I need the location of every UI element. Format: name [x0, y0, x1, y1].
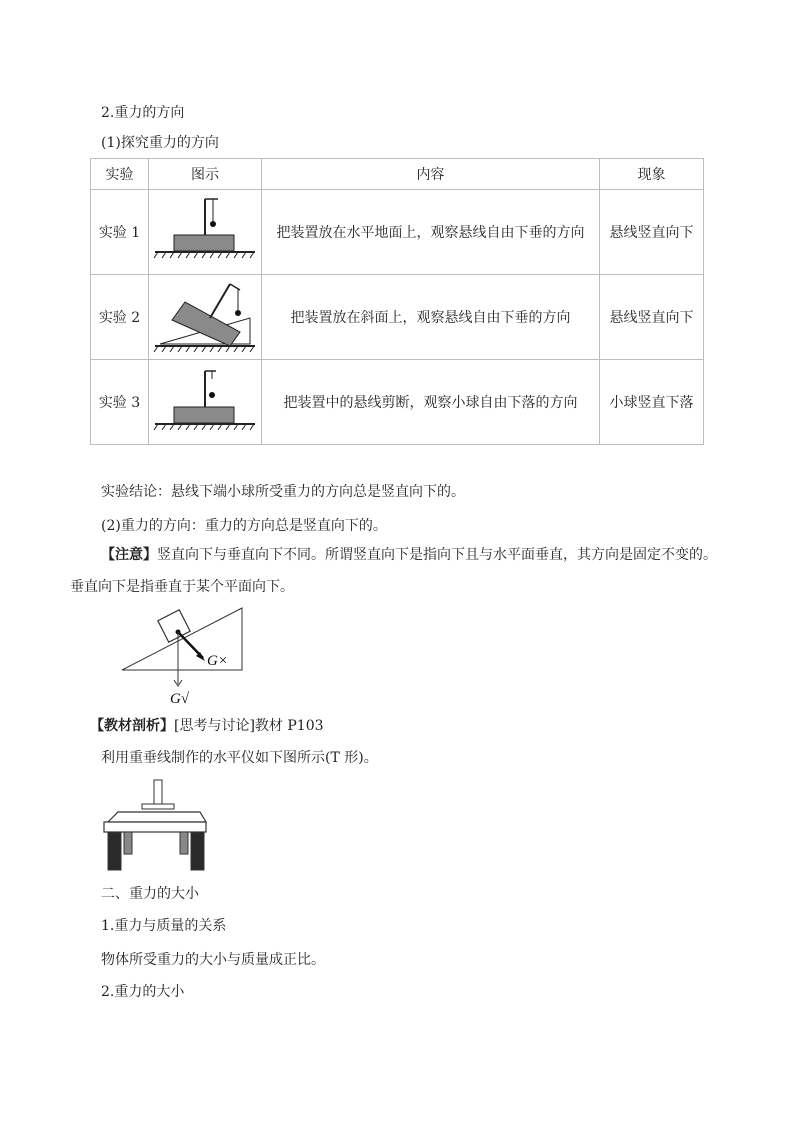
experiment-name: 实验 2	[91, 275, 149, 360]
table-header-cell: 现象	[600, 159, 704, 190]
textbook-ref: [思考与讨论]教材 P103	[174, 718, 324, 734]
table-header-cell: 实验	[91, 159, 149, 190]
relation-title: 1.重力与质量的关系	[101, 918, 227, 934]
experiment-content: 把装置放在斜面上，观察悬线自由下垂的方向	[262, 275, 600, 360]
part2-title: 二、重力的大小	[101, 886, 199, 902]
label-wrong: G×	[207, 653, 228, 669]
experiment-table	[90, 158, 704, 445]
note-label: 【注意】	[101, 547, 157, 563]
textbook-label: 【教材剖析】	[90, 718, 174, 734]
experiment-name: 实验 3	[91, 360, 149, 445]
note-text: 竖直向下与垂直向下不同。所谓竖直向下是指向下且与水平面垂直，其方向是固定不变的。	[157, 547, 717, 563]
gravity-direction: (2)重力的方向：重力的方向总是竖直向下的。	[101, 518, 387, 534]
section-title: 2.重力的方向	[101, 105, 185, 121]
subsection-title: (1)探究重力的方向	[101, 135, 219, 151]
experiment-name: 实验 1	[91, 190, 149, 275]
table-row	[91, 190, 704, 275]
hanging-ball-flat-icon	[150, 197, 260, 267]
experiment-phenomenon: 小球竖直下落	[600, 360, 704, 445]
textbook-line	[90, 716, 324, 736]
conclusion: 实验结论：悬线下端小球所受重力的方向总是竖直向下的。	[101, 484, 465, 500]
incline-gravity-icon	[118, 604, 248, 710]
falling-ball-icon	[150, 367, 260, 437]
table-header-cell: 内容	[262, 159, 600, 190]
relation-text: 物体所受重力的大小与质量成正比。	[101, 952, 325, 968]
figure-cell	[149, 275, 262, 360]
figure-cell	[149, 360, 262, 445]
table-header-row	[91, 159, 704, 190]
magnitude-title: 2.重力的大小	[101, 984, 185, 1000]
table-row	[91, 360, 704, 445]
level-text: 利用重垂线制作的水平仪如下图所示(T 形)。	[101, 750, 378, 766]
note-paragraph	[70, 539, 721, 603]
experiment-content: 把装置中的悬线剪断，观察小球自由下落的方向	[262, 360, 600, 445]
hanging-ball-incline-icon	[150, 278, 260, 356]
table-row	[91, 275, 704, 360]
experiment-phenomenon: 悬线竖直向下	[600, 275, 704, 360]
experiment-phenomenon: 悬线竖直向下	[600, 190, 704, 275]
note-text-continued: 垂直向下是指垂直于某个平面向下。	[70, 579, 294, 595]
figure-cell	[149, 190, 262, 275]
label-right: G√	[170, 691, 190, 707]
experiment-content: 把装置放在水平地面上，观察悬线自由下垂的方向	[262, 190, 600, 275]
table-header-cell: 图示	[149, 159, 262, 190]
t-level-table-icon	[102, 776, 210, 874]
